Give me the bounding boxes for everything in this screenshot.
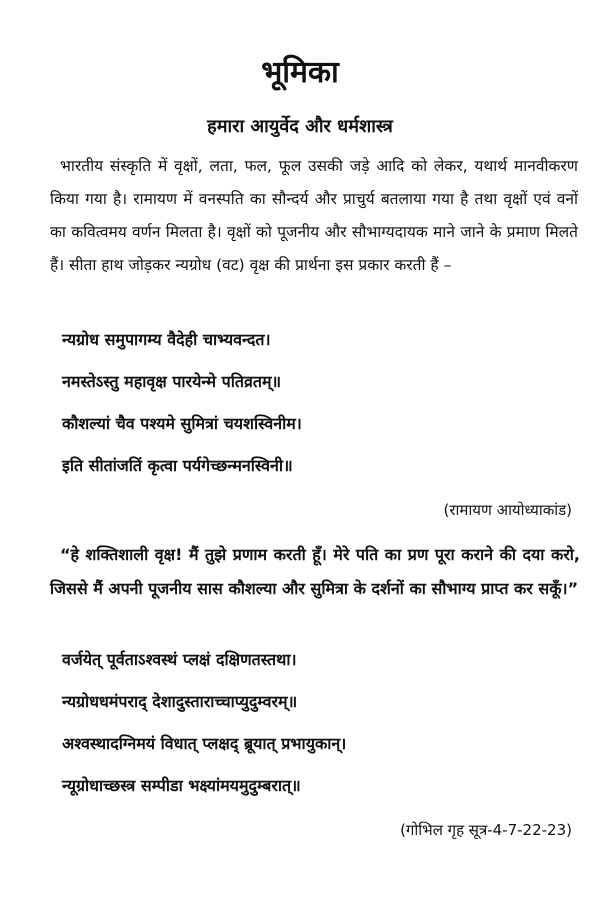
page-title: भूमिका xyxy=(261,55,339,90)
verse-line: अश्वस्थादग्निमयं विधात् प्लक्षद् ब्रूयात् प्रभायुकान्। xyxy=(62,734,347,753)
verse-line: नमस्तेऽस्तु महावृक्ष पारयेन्मे पतिव्रतम्॥ xyxy=(62,372,282,391)
verse-source: (रामायण आयोध्याकांड) xyxy=(443,501,572,519)
verse-line: न्यग्रोध समुपागम्य वैदेही चाभ्यवन्दत। xyxy=(62,330,271,349)
verse-line: न्यग्रोधधमंपराद् देशादुस्ताराच्चाप्युदुम्वरम्॥ xyxy=(62,692,298,711)
translation-paragraph: “हे शक्तिशाली वृक्ष! मैं तुझे प्रणाम करती हूँ। मेरे पति का प्रण पूरा कराने की दया करो, जिससे मैं अपनी पूजनीय सास कौशल्या और सुमित्रा के दर्शनों का सौभाग्य प्राप्त कर सकूँ।” xyxy=(50,545,580,598)
verse-source: (गोभिल गृह सूत्र-4-7-22-23) xyxy=(400,821,572,839)
verse-line: न्यूग्रोधाच्छस्त्र सम्पीडा भक्ष्यांमयमुदुम्बरात्॥ xyxy=(62,776,301,795)
verse-line: कौशल्यां चैव पश्यमे सुमित्रां चयशस्विनीम। xyxy=(62,414,302,433)
verse-line: वर्जयेत् पूर्वताऽश्वस्थं प्लक्षं दक्षिणतस्तथा। xyxy=(62,650,297,669)
page-subtitle: हमारा आयुर्वेद और धर्मशास्त्र xyxy=(207,116,393,137)
intro-paragraph: भारतीय संस्कृति में वृक्षों, लता, फल, फूल उसकी जड़े आदि को लेकर, यथार्थ मानवीकरण किया गया है। रामायण में वनस्पति का सौन्दर्य और प्राचुर्य बतलाया गया है तथा वृक्षों एवं वनों का कवित्वमय वर्णन मिलता है। वृक्षों को पूजनीय और सौभाग्यदायक माने जाने के प्रमाण मिलते हैं। सीता हाथ जोड़कर न्यग्रोध (वट) वृक्ष की प्रार्थना इस प्रकार करती हैं – xyxy=(50,157,578,274)
verse-line: इति सीतांजतिं कृत्वा पर्यगेच्छन्मनस्विनी॥ xyxy=(62,456,293,475)
